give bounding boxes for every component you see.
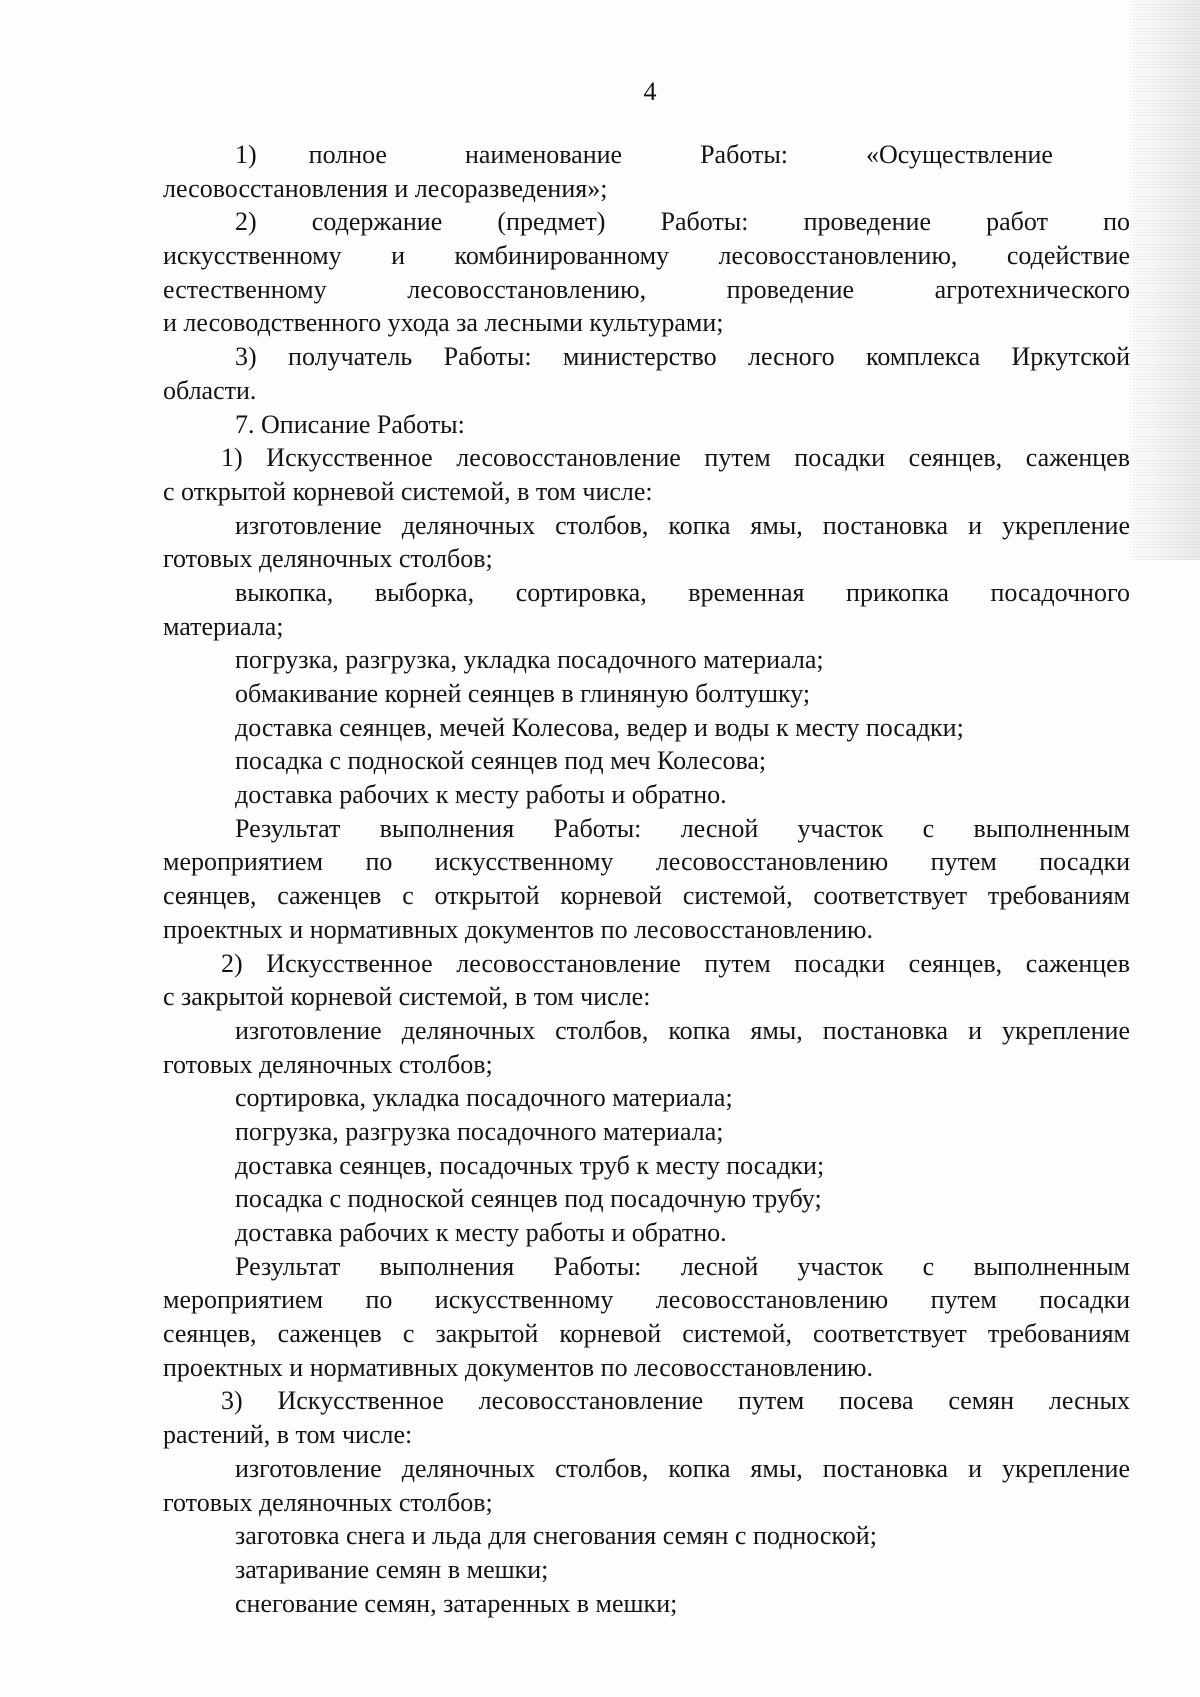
text-line: лесовосстановления и лесоразведения»; bbox=[163, 173, 608, 203]
text-line: сеянцев, саженцев с закрытой корневой системой, соответствует требованиям bbox=[163, 1319, 1130, 1349]
text-line: затаривание семян в мешки; bbox=[235, 1554, 549, 1584]
text-line: 2) содержание (предмет) Работы: проведение работ по bbox=[235, 207, 1130, 237]
text-line: погрузка, разгрузка, укладка посадочного материала; bbox=[235, 645, 824, 675]
text-line: растений, в том числе: bbox=[163, 1420, 413, 1450]
text-line: сортировка, укладка посадочного материала; bbox=[235, 1083, 733, 1113]
text-line: с открытой корневой системой, в том числе: bbox=[163, 476, 653, 506]
text-line: мероприятием по искусственному лесовосстановлению путем посадки bbox=[163, 1285, 1130, 1315]
text-line: и лесоводственного ухода за лесными культурами; bbox=[163, 308, 724, 338]
text-line: заготовка снега и льда для снегования семян с подноской; bbox=[235, 1521, 877, 1551]
text-line: 2) Искусственное лесовосстановление путем посадки сеянцев, саженцев bbox=[221, 948, 1130, 978]
text-line: посадка с подноской сеянцев под посадочную трубу; bbox=[235, 1184, 822, 1214]
text-line: 1) Искусственное лесовосстановление путем посадки сеянцев, саженцев bbox=[221, 443, 1130, 473]
text-line: 1) полное наименование Работы: «Осуществление bbox=[235, 140, 1053, 169]
text-line: доставка сеянцев, мечей Колесова, ведер и воды к месту посадки; bbox=[235, 712, 964, 742]
text-line: изготовление деляночных столбов, копка ямы, постановка и укрепление bbox=[235, 510, 1130, 540]
text-line: сеянцев, саженцев с открытой корневой системой, соответствует требованиям bbox=[163, 881, 1130, 911]
text-line: с закрытой корневой системой, в том числе: bbox=[163, 982, 651, 1012]
text-line: материала; bbox=[163, 611, 284, 641]
text-line: готовых деляночных столбов; bbox=[163, 1049, 493, 1079]
text-line: готовых деляночных столбов; bbox=[163, 1487, 493, 1517]
text-line: доставка сеянцев, посадочных труб к месту посадки; bbox=[235, 1150, 825, 1180]
text-line: доставка рабочих к месту работы и обратно. bbox=[235, 780, 727, 810]
document-body bbox=[163, 138, 1130, 1620]
page-number: 4 bbox=[643, 77, 657, 106]
text-line: проектных и нормативных документов по лесовосстановлению. bbox=[163, 1352, 873, 1382]
text-line: 7. Описание Работы: bbox=[235, 409, 465, 439]
text-line: 3) Искусственное лесовосстановление путем посева семян лесных bbox=[221, 1386, 1130, 1416]
text-line: снегование семян, затаренных в мешки; bbox=[235, 1588, 678, 1618]
text-line: выкопка, выборка, сортировка, временная прикопка посадочного bbox=[235, 577, 1130, 607]
text-line: мероприятием по искусственному лесовосстановлению путем посадки bbox=[163, 847, 1130, 877]
text-line: Результат выполнения Работы: лесной участок с выполненным bbox=[235, 1251, 1130, 1281]
text-line: изготовление деляночных столбов, копка ямы, постановка и укрепление bbox=[235, 1015, 1130, 1045]
text-line: посадка с подноской сеянцев под меч Колесова; bbox=[235, 746, 767, 776]
text-line: Результат выполнения Работы: лесной участок с выполненным bbox=[235, 813, 1130, 843]
text-line: доставка рабочих к месту работы и обратно. bbox=[235, 1218, 727, 1247]
text-line: погрузка, разгрузка посадочного материала; bbox=[235, 1116, 724, 1146]
text-line: обмакивание корней сеянцев в глиняную болтушку; bbox=[235, 679, 811, 708]
text-line: естественному лесовосстановлению, проведение агротехнического bbox=[163, 274, 1130, 304]
text-line: проектных и нормативных документов по лесовосстановлению. bbox=[163, 914, 873, 944]
text-line: готовых деляночных столбов; bbox=[163, 544, 493, 574]
text-line: 3) получатель Работы: министерство лесного комплекса Иркутской bbox=[235, 342, 1130, 372]
text-line: области. bbox=[163, 375, 257, 405]
text-line: искусственному и комбинированному лесовосстановлению, содействие bbox=[163, 241, 1130, 271]
text-line: изготовление деляночных столбов, копка ямы, постановка и укрепление bbox=[235, 1453, 1130, 1483]
